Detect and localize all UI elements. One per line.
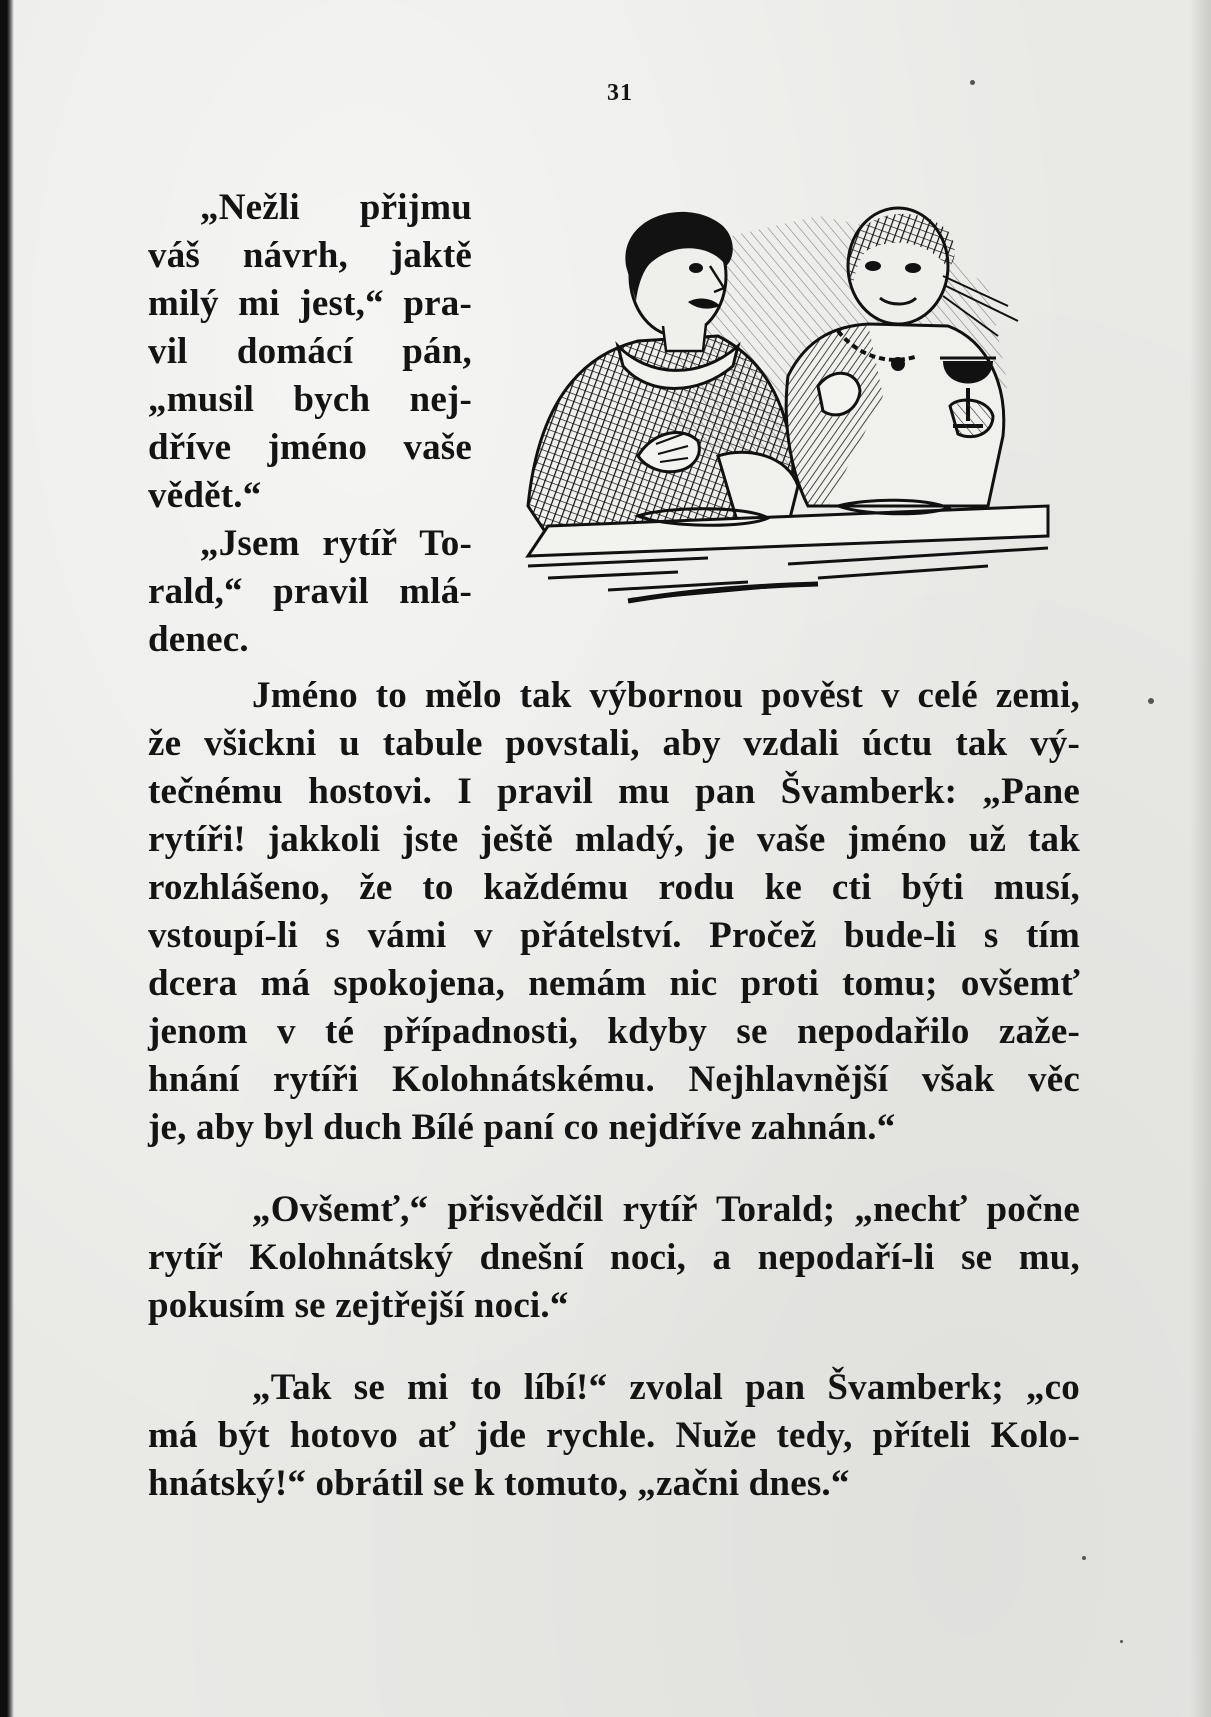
- text-line: dříve jméno vaše: [148, 427, 472, 468]
- text-line: rytíř Kolohnátský dnešní noci, a nepodaří-li se mu,: [148, 1237, 1080, 1278]
- text-line: dcera má spokojena, nemám nic proti tomu; ovšemť: [148, 963, 1080, 1004]
- main-text-column: [148, 672, 1080, 1508]
- text-line: Jméno to mělo tak výbornou pověst v celé zemi,: [252, 675, 1080, 716]
- text-line: má být hotovo ať jde rychle. Nuže tedy, příteli Kolo-: [148, 1415, 1080, 1456]
- text-line: hnání rytíři Kolohnátskému. Nejhlavnější však věc: [148, 1059, 1080, 1100]
- text-line: denec.: [148, 619, 249, 660]
- text-line: „Nežli přijmu: [200, 187, 472, 228]
- text-line: vil domácí pán,: [148, 331, 472, 372]
- text-line: váš návrh, jaktě: [148, 235, 472, 276]
- scan-speck: [1148, 698, 1154, 704]
- text-line: vstoupí-li s vámi v přátelství. Pročež bude-li s tím: [148, 915, 1080, 956]
- paragraph-gap: [148, 1330, 1080, 1364]
- text-line: „musil bych nej-: [148, 379, 472, 420]
- text-line: rald,“ pravil mlá-: [148, 571, 472, 612]
- text-line: „Tak se mi to líbí!“ zvolal pan Švamberk; „co: [252, 1367, 1080, 1408]
- woodcut-illustration: [488, 206, 1072, 616]
- text-line: je, aby byl duch Bílé paní co nejdříve zahnán.“: [148, 1107, 896, 1148]
- page-right-edge-shadow: [1189, 0, 1211, 1717]
- text-line: že všickni u tabule povstali, aby vzdali úctu tak vý-: [148, 723, 1080, 764]
- text-line: tečnému hostovi. I pravil mu pan Švamberk: „Pane: [148, 771, 1080, 812]
- scan-speck: [970, 80, 975, 85]
- text-line: rytíři! jakkoli jste ještě mladý, je vaše jméno už tak: [148, 819, 1080, 860]
- text-line: hnátský!“ obrátil se k tomuto, „začni dnes.“: [148, 1463, 850, 1504]
- scan-speck: [1120, 1640, 1123, 1643]
- text-line: vědět.“: [148, 475, 262, 516]
- narrow-text-column: [148, 184, 472, 664]
- text-line: „Jsem rytíř To-: [200, 523, 472, 564]
- paragraph-gap: [148, 1152, 1080, 1186]
- scan-speck: [1082, 1556, 1086, 1560]
- text-line: „Ovšemť,“ přisvědčil rytíř Torald; „nechť počne: [252, 1189, 1080, 1230]
- page-number: 31: [607, 80, 633, 106]
- text-line: milý mi jest,“ pra-: [148, 283, 472, 324]
- text-line: pokusím se zejtřejší noci.“: [148, 1285, 569, 1326]
- page-left-edge-shadow: [0, 0, 14, 1717]
- text-line: rozhlášeno, že to každému rodu ke cti býti musí,: [148, 867, 1080, 908]
- text-line: jenom v té případnosti, kdyby se nepodařilo zaže-: [148, 1011, 1080, 1052]
